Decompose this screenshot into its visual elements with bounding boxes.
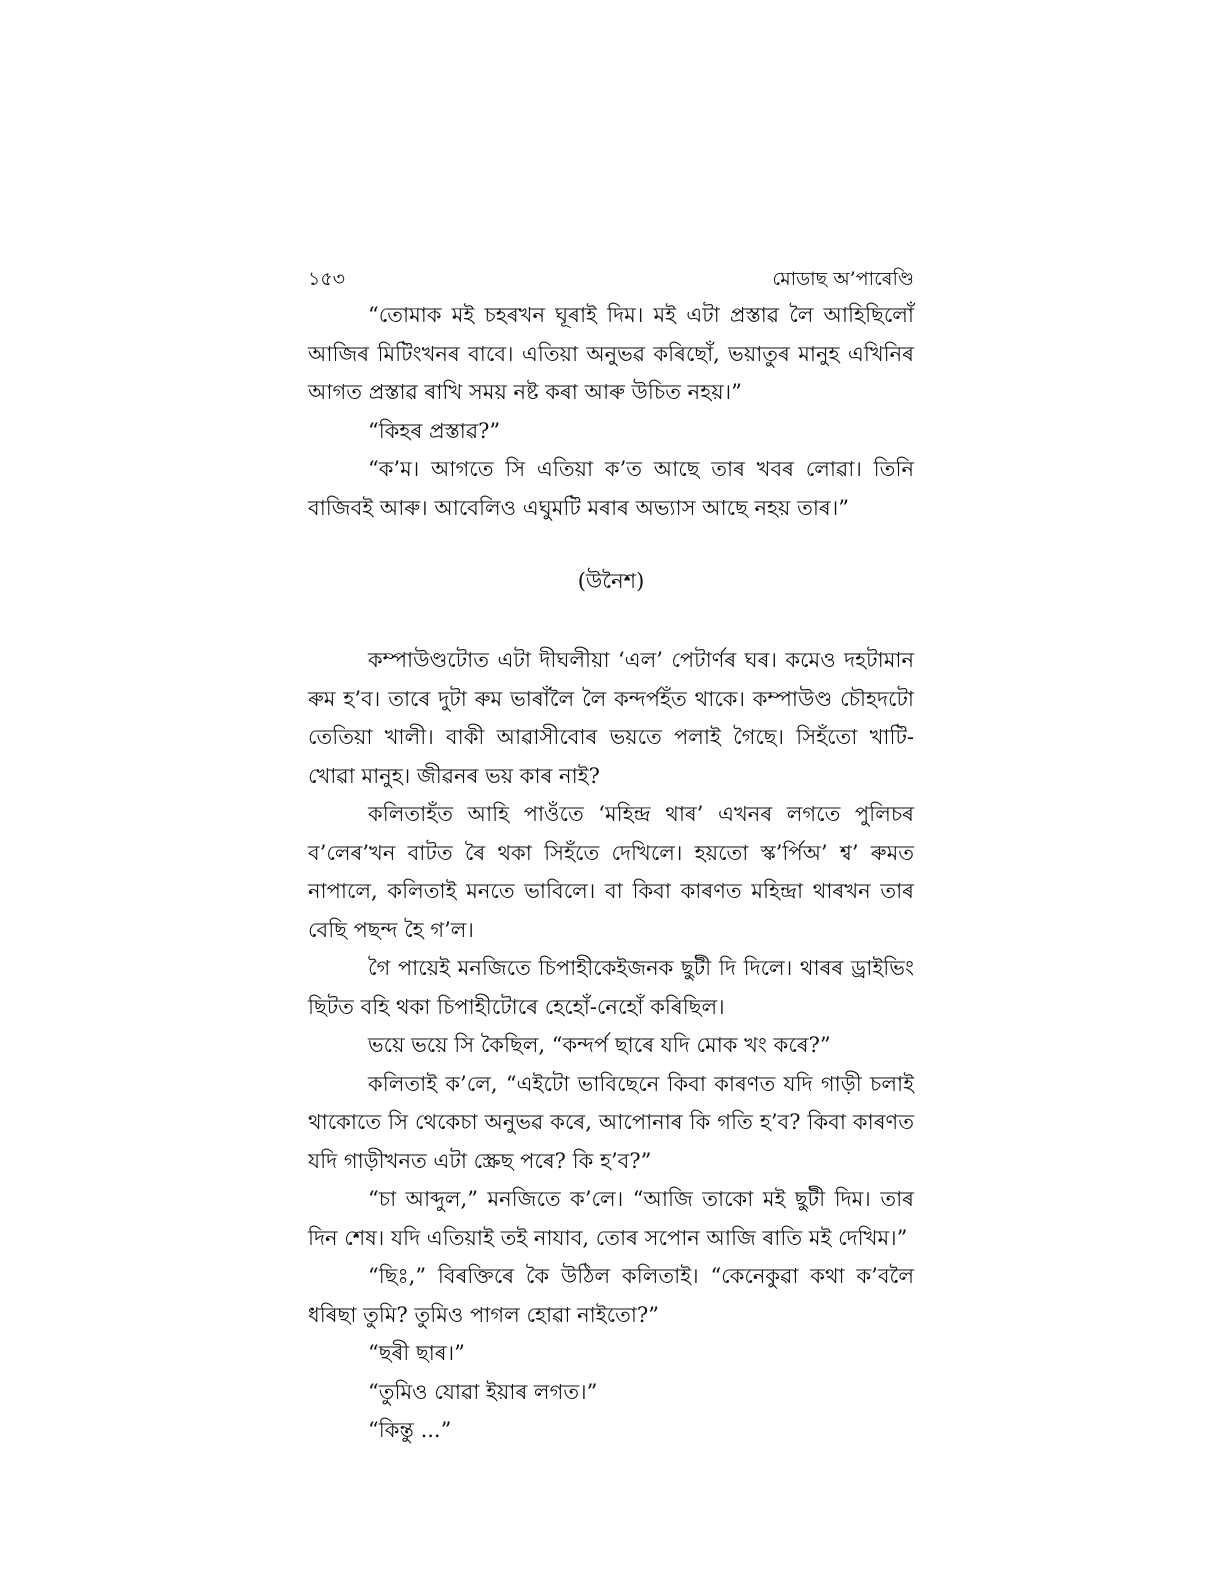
paragraph: “কিন্তু ...” — [368, 1418, 452, 1442]
paragraph: “কিহৰ প্ৰস্তাৱ?” — [368, 418, 501, 443]
paragraph: “ছিঃ,” বিৰক্তিৰে কৈ উঠিল কলিতাই। “কেনেকুৱা কথা ক’বলৈ ধৰিছা তুমি? তুমিও পাগল হোৱা নাইতো?” — [308, 1264, 914, 1327]
paragraph: “ছৰী ছাৰ।” — [368, 1341, 465, 1365]
page-number: ১৫৩ — [308, 268, 346, 290]
book-title: মোডাছ অ’পাৰেণ্ডি — [772, 268, 914, 290]
paragraph: “ক’ম। আগতে সি এতিয়া ক’ত আছে তাৰ খবৰ লোৱা। তিনি বাজিবই আৰু। আবেলিও এঘুমটি মৰাৰ অভ্যাস আছে নহয় তাৰ।” — [308, 457, 914, 520]
paragraph: “তুমিও যোৱা ইয়াৰ লগত।” — [368, 1379, 598, 1404]
paragraph: কম্পাউণ্ডটোত এটা দীঘলীয়া ‘এল’ পেটাৰ্ণৰ ঘৰ। কমেও দহটামান ৰুম হ’ব। তাৰে দুটা ৰুম ভাৰাঁলৈ লৈ কন্দৰ্পহঁত থাকে। কম্পাউণ্ড চৌহদটো তেতিয়া খালী। বাকী আৱাসীবোৰ ভয়তে পলাই গৈছে। সিহঁতো খাটি-খোৱা মানুহ। জীৱনৰ ভয় কাৰ নাই? — [308, 648, 914, 788]
paragraph: “তোমাক মই চহৰখন ঘূৰাই দিম। মই এটা প্ৰস্তাৱ লৈ আহিছিলোঁ আজিৰ মিটিংখনৰ বাবে। এতিয়া অনুভৱ কৰিছোঁ, ভয়াতুৰ মানুহ এখিনিৰ আগত প্ৰস্তাৱ ৰাখি সময় নষ্ট কৰা আৰু উচিত নহয়।” — [308, 303, 914, 404]
chapter-heading: (উনৈশ) — [577, 569, 645, 593]
paragraph: কলিতাহঁত আহি পাওঁতে ‘মহিন্দ্ৰ থাৰ’ এখনৰ লগতে পুলিচৰ ব’লেৰ’খন বাটত ৰৈ থকা সিহঁতে দেখিলে। হয়তো স্ক’ৰ্পিঅ’ শ্ব’ ৰুমত নাপালে, কলিতাই মনতে ভাবিলে। বা কিবা কাৰণত মহিন্দ্ৰা থাৰখন তাৰ বেছি পছন্দ হৈ গ’ল। — [308, 802, 914, 942]
paragraph: “চা আব্দুল,” মনজিতে ক’লে। “আজি তাকো মই ছুটী দিম। তাৰ দিন শেষ। যদি এতিয়াই তই নাযাব, তোৰ সপোন আজি ৰাতি মই দেখিম।” — [308, 1187, 914, 1250]
paragraph: কলিতাই ক’লে, “এইটো ভাবিছেনে কিবা কাৰণত যদি গাড়ী চলাই থাকোতে সি থেকেচা অনুভৱ কৰে, আপোনাৰ কি গতি হ’ব? কিবা কাৰণত যদি গাড়ীখনত এটা স্ক্ৰেছ পৰে? কি হ’ব?” — [308, 1071, 914, 1173]
running-header — [308, 262, 914, 296]
paragraph: গৈ পায়েই মনজিতে চিপাহীকেইজনক ছুটী দি দিলে। থাৰৰ ড্ৰাইভিং ছিটত বহি থকা চিপাহীটোৰে হেহোঁ-নেহোঁ কৰিছিল। — [308, 956, 914, 1019]
book-page — [308, 262, 914, 1450]
paragraph: ভয়ে ভয়ে সি কৈছিল, “কন্দৰ্প ছাৰে যদি মোক খং কৰে?” — [368, 1033, 831, 1057]
